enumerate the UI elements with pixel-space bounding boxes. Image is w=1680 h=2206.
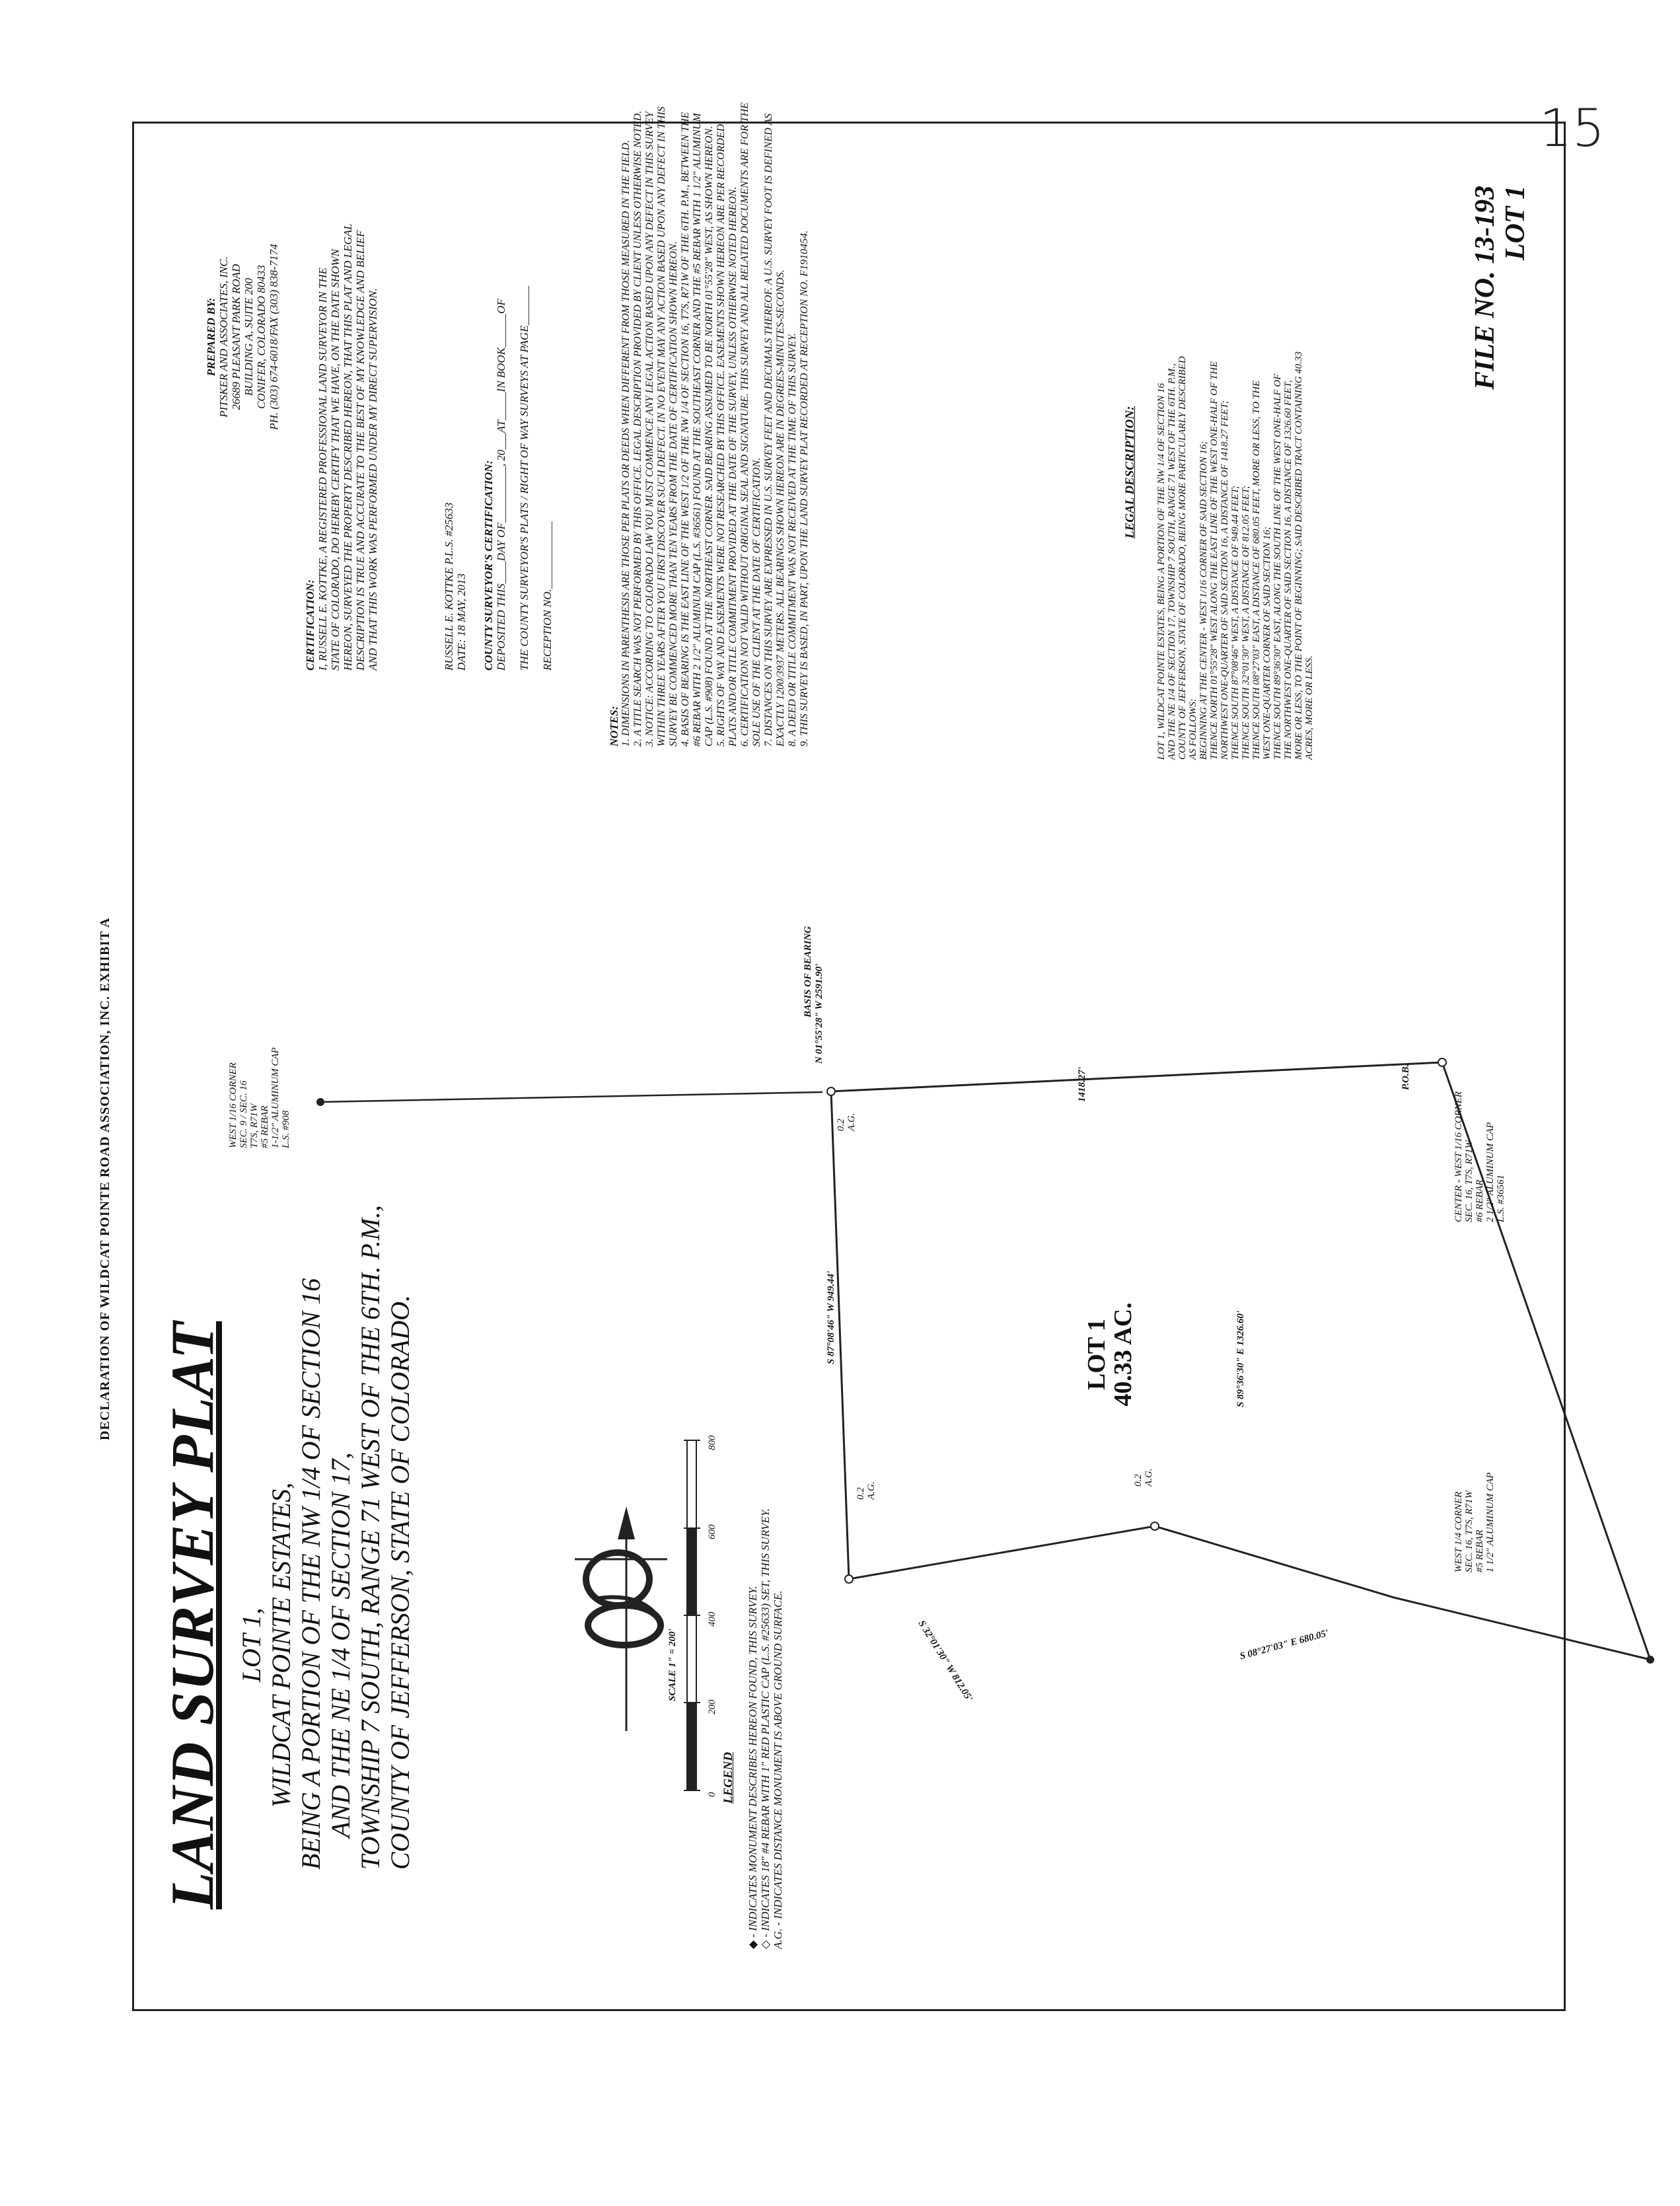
scale-tick-0: 0 [707, 1792, 717, 1797]
title-estate: WILDCAT POINTE ESTATES, [266, 1482, 296, 1808]
prepared-by-line: PH. (303) 674-6018/FAX (303) 838-7174 [268, 244, 280, 430]
legal-line: THENCE SOUTH 87°08'46" WEST, A DISTANCE OF 949.44 FEET; [1230, 485, 1241, 760]
ag-mark: A.G. [846, 1113, 857, 1131]
legal-line: THENCE SOUTH 89°36'30" EAST, ALONG THE SOUTH LINE OF THE WEST ONE-HALF OF [1272, 373, 1283, 760]
plat-title: LAND SURVEY PLAT [159, 1321, 226, 1909]
corner-center-line: CENTER - WEST 1/16 CORNER [1453, 1091, 1464, 1222]
corner-west-line: #5 REBAR [1475, 1529, 1485, 1572]
ag-offset: 0.2 [836, 1119, 846, 1131]
note-item: 8. A DEED OR TITLE COMMITMENT WAS NOT RECEIVED AT THE TIME OF THIS SURVEY. [787, 333, 798, 747]
note-item: 6. CERTIFICATION NOT VALID WITHOUT ORIGINAL SEAL AND SIGNATURE. THIS SURVEY AND ALL RELATED DOCUMENTS ARE FOR THE SOLE USE OF THE CLIENT AT THE DATE OF CERTIFICATION. [739, 102, 762, 747]
legal-line: LOT 1, WILDCAT POINTE ESTATES, BEING A PORTION OF THE NW 1/4 OF SECTION 16 [1156, 383, 1167, 760]
note-item: 1. DIMENSIONS IN PARENTHESIS ARE THOSE PER PLATS OR DEEDS WHEN DIFFERENT FROM THOSE MEASURED IN THE FIELD. [620, 140, 632, 747]
ag-mark: A.G. [866, 1481, 877, 1500]
signer-name: RUSSELL E. KOTTKE P.L.S. #25633 [443, 502, 455, 671]
page-number: 15 [1539, 99, 1605, 159]
legal-line: THENCE SOUTH 32°01'30" WEST, A DISTANCE OF 812.05 FEET; [1241, 485, 1251, 760]
corner-center-line: #6 REBAR [1475, 1179, 1485, 1222]
monument-west [1646, 1656, 1654, 1664]
legal-line: THE NORTHWEST ONE-QUARTER OF SAID SECTION 16, A DISTANCE OF 1326.60 FEET, [1283, 380, 1294, 760]
legal-line: COUNTY OF JEFFERSON, STATE OF COLORADO, BEING MORE PARTICULARLY DESCRIBED [1177, 356, 1188, 760]
scale-tick-400: 400 [707, 1611, 717, 1627]
county-certification [482, 102, 554, 671]
monument-center [1438, 1058, 1446, 1066]
corner-nw-line: T7S, R71W [249, 1103, 260, 1148]
prepared-by-line: BUILDING A, SUITE 200 [242, 277, 255, 396]
scale-label: SCALE 1" = 200' [667, 1629, 678, 1701]
side-west2-label: S 32°01'30" W 812.05' [916, 1619, 974, 1704]
ag-label-2 [856, 1482, 877, 1500]
corner-nw-line: #5 REBAR [260, 1105, 270, 1148]
side-west1-label: S 87°08'46" W 949.44' [826, 1270, 836, 1364]
pob-label: P.O.B. [1401, 1064, 1411, 1090]
prepared-by [205, 159, 280, 515]
note-item: 7. DISTANCES ON THIS SURVEY ARE EXPRESSED IN U.S. SURVEY FEET AND DECIMALS THEREOF. A U.S. SURVEY FOOT IS DEFINED AS EXACTLY 1200/3937 METERS. ALL BEARINGS SHOWN HEREON ARE IN DEGREES-MINUTES-SECONDS. [763, 113, 786, 747]
legend-heading: LEGEND [721, 1751, 735, 1804]
legal-heading: LEGAL DESCRIPTION: [1123, 406, 1137, 538]
title-line-4: COUNTY OF JEFFERSON, STATE OF COLORADO. [385, 1295, 415, 1870]
certification-line: I, RUSSELL E. KOTTKE, A REGISTERED PROFESSIONAL LAND SURVEYOR IN THE [316, 268, 329, 671]
scale-tick-800: 800 [707, 1435, 717, 1450]
corner-nw-line: WEST 1/16 CORNER [228, 1062, 238, 1148]
lot-name: LOT 1 [1083, 1318, 1111, 1391]
ag-offset: 0.2 [1133, 1474, 1144, 1487]
corner-nw-line: L.S. #908 [281, 1110, 291, 1148]
county-cert-line-1: DEPOSITED THIS____DAY OF__________, 20___AT_____IN BOOK______OF [495, 299, 507, 671]
corner-center-line: L.S. #36561 [1496, 1174, 1506, 1222]
corner-nw-line: 1-1/2" ALUMINUM CAP [270, 1047, 281, 1148]
corner-west-line: SEC. 16, T7S, R71W [1464, 1490, 1475, 1572]
certification-block [304, 102, 379, 671]
file-lot: LOT 1 [1500, 185, 1531, 260]
county-cert-heading: COUNTY SURVEYOR'S CERTIFICATION: [482, 460, 495, 671]
notes-heading: NOTES: [608, 706, 620, 747]
certification-line: AND THAT THIS WORK WAS PERFORMED UNDER MY DIRECT SUPERVISION. [367, 288, 379, 671]
corner-nw-line: SEC. 9 / SEC. 16 [238, 1080, 249, 1148]
corner-center-label [1453, 1091, 1506, 1222]
note-item: 4. BASIS OF BEARING IS THE EAST LINE OF THE WEST 1/2 OF THE NW 1/4 OF SECTION 16, T7S, R71W OF THE 6TH. P.M., BETWEEN THE #6 REBAR WITH 2 1/2" ALUMINUM CAP (L.S. #36561) FOUND AT THE SOUTHEAST CORNER AND THE #5 REBAR WITH 1 1/2" ALUMINUM CAP (L.S. #908) FOUND AT THE NORTHEAST CORNER. SAID BEARING ASSUMED TO BE NORTH 01°55'28" WEST, AS SHOWN HEREON. [680, 112, 715, 747]
certification-heading: CERTIFICATION: [304, 579, 316, 671]
declaration-header: DECLARATION OF WILDCAT POINTE ROAD ASSOCIATION, INC. EXHIBIT A [98, 917, 112, 1440]
bearing-north-label: N 01°55'28" W 2591.90' [814, 963, 824, 1064]
ag-offset: 0.2 [856, 1487, 866, 1500]
prepared-by-line: 26689 PLEASANT PARK ROAD [230, 264, 242, 410]
legal-line: BEGINNING AT THE CENTER - WEST 1/16 CORNER OF SAID SECTION 16; [1198, 441, 1209, 760]
title-block [237, 1205, 415, 1870]
notes-block [608, 99, 811, 747]
legend-item-found: ◆ - INDICATES MONUMENT DESCRIBES HEREON FOUND, THIS SURVEY. [747, 1586, 759, 1949]
legal-line: MORE OR LESS, TO THE POINT OF BEGINNING; SAID DESCRIBED TRACT CONTAINING 40.33 [1294, 351, 1304, 760]
note-item: 5. RIGHTS OF WAY AND EASEMENTS WERE NOT RESEARCHED BY THIS OFFICE. EASEMENTS SHOWN HEREON ARE PER RECORDED PLATS AND/OR TITLE COMMITMENT PROVIDED AT THE DATE OF THE SURVEY, UNLESS OTHERWISE NOTED HEREON. [715, 124, 739, 747]
prepared-by-line: CONIFER, COLORADO 80433 [255, 265, 268, 409]
corner-west-line: WEST 1/4 CORNER [1453, 1491, 1464, 1572]
title-line-1: BEING A PORTION OF THE NW 1/4 OF SECTION 16 [296, 1278, 326, 1870]
ag-label-1 [836, 1113, 857, 1132]
monument-ag3 [1151, 1522, 1159, 1530]
prepared-by-line: PITSKER AND ASSOCIATES, INC. [217, 256, 230, 418]
note-item: 9. THIS SURVEY IS BASED, IN PART, UPON THE LAND SURVEY PLAT RECORDED AT RECEPTION NO. F1910454. [799, 230, 810, 747]
monument-ag1 [827, 1087, 835, 1095]
scale-tick-600: 600 [707, 1524, 717, 1539]
legal-line: AS FOLLOWS: [1188, 698, 1198, 760]
note-item: 3. NOTICE: ACCORDING TO COLORADO LAW YOU MUST COMMENCE ANY LEGAL ACTION BASED UPON ANY DEFECT IN THIS SURVEY WITHIN THREE YEARS AFTER YOU FIRST DISCOVER SUCH DEFECT. IN NO EVENT MAY ANY ACTION BASED UPON ANY DEFECT IN THIS SURVEY BE COMMENCED MORE THAN TEN YEARS FROM THE DATE OF CERTIFICATION SHOWN HEREON. [644, 106, 679, 747]
title-lot: LOT 1, [237, 1607, 266, 1683]
corner-west-label [1453, 1473, 1496, 1572]
distance-north-lot: 1418.27' [1077, 1067, 1087, 1102]
county-cert-line-2: THE COUNTY SURVEYOR'S PLATS / RIGHT OF WAY SURVEYS AT PAGE_______ [518, 285, 530, 671]
certification-line: DESCRIPTION IS TRUE AND ACCURATE TO THE BEST OF MY KNOWLEDGE AND BELIEF [354, 230, 367, 671]
corner-west-line: 1 1/2" ALUMINUM CAP [1485, 1472, 1496, 1572]
section-line [320, 1092, 822, 1102]
legend-item-set: ◇ - INDICATES 18" #4 REBAR WITH 1" RED PLASTIC CAP (L.S. #25633) SET, THIS SURVEY. [759, 1508, 772, 1949]
north-arrow-icon [575, 1506, 667, 1731]
file-number: FILE NO. 13-193 [1470, 185, 1500, 390]
monument-ag2 [845, 1575, 853, 1583]
county-cert-line-3: RECEPTION NO.____________ [541, 521, 554, 671]
legal-line: THENCE NORTH 01°55'28" WEST ALONG THE EAST LINE OF THE WEST ONE-HALF OF THE [1209, 361, 1220, 760]
legal-line: AND THE NE 1/4 OF SECTION 17, TOWNSHIP 7 SOUTH, RANGE 71 WEST OF THE 6TH. P.M., [1167, 363, 1177, 760]
signer-date: DATE: 18 MAY, 2013 [455, 573, 468, 671]
title-line-3: TOWNSHIP 7 SOUTH, RANGE 71 WEST OF THE 6TH. P.M., [355, 1205, 385, 1870]
prepared-by-heading: PREPARED BY: [205, 297, 217, 377]
legend-item-ag: A.G. - INDICATES DISTANCE MONUMENT IS ABOVE GROUND SURFACE. [772, 1590, 784, 1949]
certification-signer [443, 503, 468, 671]
legal-line: ACRES, MORE OR LESS. [1304, 655, 1315, 760]
corner-center-line: 2 1/2" ALUMINUM CAP [1485, 1122, 1496, 1222]
file-number-block [1470, 186, 1531, 390]
legal-line: THENCE SOUTH 08°27'03" EAST, A DISTANCE OF 680.05 FEET, MORE OR LESS, TO THE [1251, 380, 1262, 760]
ag-mark: A.G. [1144, 1468, 1154, 1487]
scale-tick-200: 200 [707, 1699, 717, 1714]
scale-bar [684, 1440, 700, 1790]
corner-center-line: SEC. 16, T7S, R71W [1464, 1140, 1475, 1222]
lot-label [1083, 1295, 1136, 1414]
note-item: 2. A TITLE SEARCH WAS NOT PERFORMED BY THIS OFFICE. LEGAL DESCRIPTION PROVIDED BY CLIENT UNLESS OTHERWISE NOTED. [632, 110, 643, 747]
certification-line: HEREON, SURVEYED THE PROPERTY DESCRIBED HEREON, THAT THIS PLAT AND LEGAL [342, 223, 354, 671]
legal-line: WEST ONE-QUARTER CORNER OF SAID SECTION 16; [1262, 526, 1272, 760]
corner-nw-label [228, 1047, 291, 1148]
legend [747, 1354, 784, 1949]
certification-line: STATE OF COLORADO, DO HEREBY CERTIFY THAT WE HAVE, ON THE DATE SHOWN [329, 249, 342, 671]
monument-nw [316, 1098, 324, 1106]
legal-description [1156, 165, 1315, 760]
title-line-2: AND THE NE 1/4 OF SECTION 17, [326, 1452, 355, 1838]
basis-of-bearing-label: BASIS OF BEARING [803, 926, 813, 1017]
legal-line: NORTHWEST ONE-QUARTER OF SAID SECTION 16, A DISTANCE OF 1418.27 FEET; [1220, 400, 1230, 760]
lot-area: 40.33 AC. [1109, 1302, 1137, 1407]
side-south2-label: S 89°36'30" E 1326.60' [1235, 1310, 1246, 1407]
side-south1-label: S 08°27'03" E 680.05' [1239, 1628, 1330, 1662]
ag-label-3 [1133, 1469, 1154, 1487]
